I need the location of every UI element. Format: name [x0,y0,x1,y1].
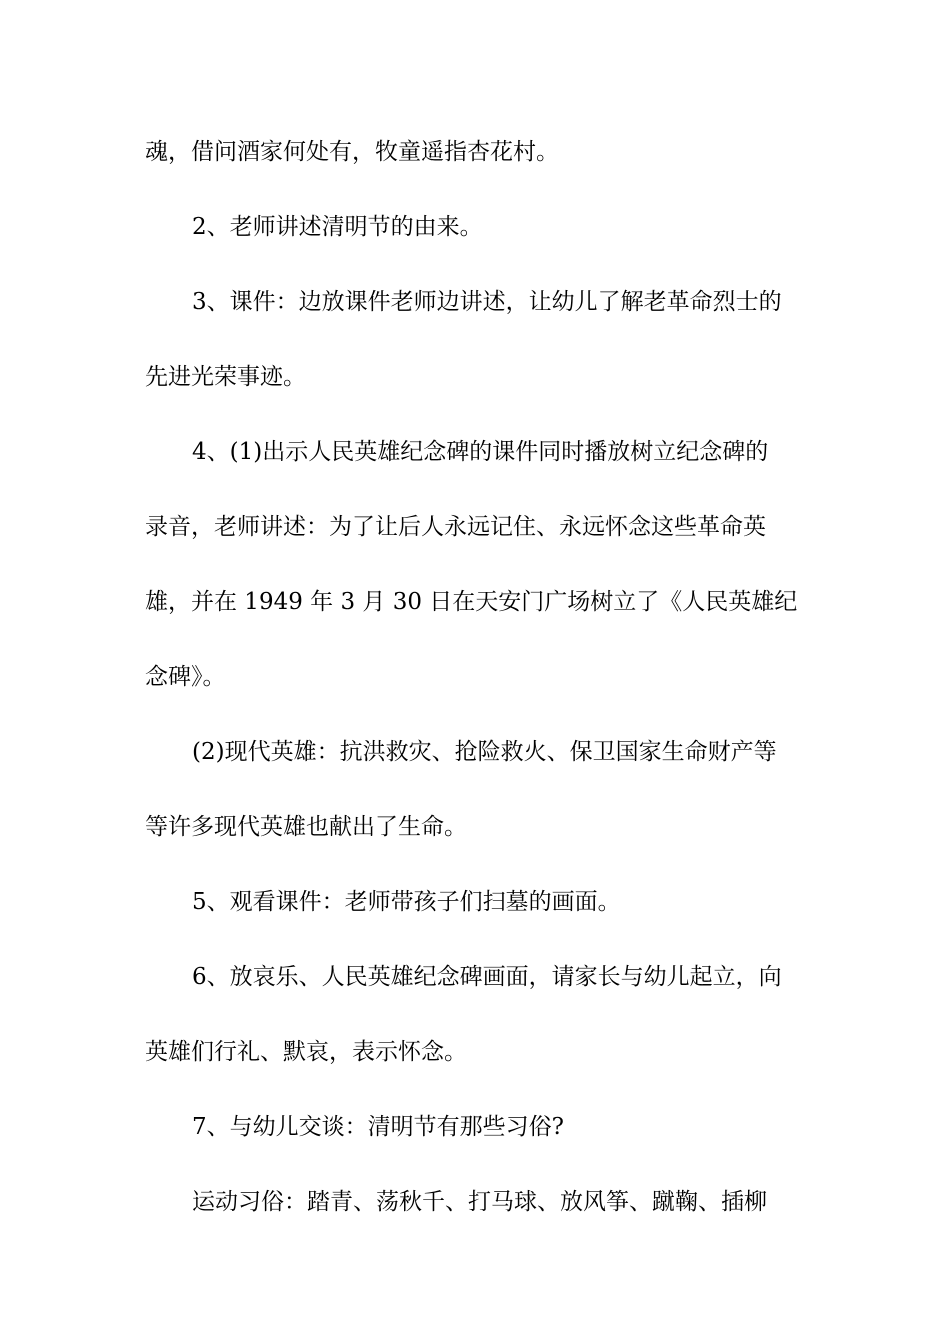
text-line: 3、课件：边放课件老师边讲述，让幼儿了解老革命烈士的 [192,289,782,315]
text-line: 4、(1)出示人民英雄纪念碑的课件同时播放树立纪念碑的 [192,439,769,465]
text-line: 7、与幼儿交谈：清明节有那些习俗? [192,1114,564,1140]
text-line: 英雄们行礼、默哀，表示怀念。 [145,1039,467,1065]
text-line: 运动习俗：踏青、荡秋千、打马球、放风筝、蹴鞠、插柳 [192,1189,767,1215]
text-line: 5、观看课件：老师带孩子们扫墓的画面。 [192,889,621,915]
text-line: 6、放哀乐、人民英雄纪念碑画面，请家长与幼儿起立，向 [192,964,782,990]
text-line: 魂，借问酒家何处有，牧童遥指杏花村。 [145,139,559,165]
text-line: 2、老师讲述清明节的由来。 [192,214,483,240]
text-line: (2)现代英雄：抗洪救灾、抢险救火、保卫国家生命财产等 [192,739,777,765]
text-line: 先进光荣事迹。 [145,364,306,390]
text-line: 录音，老师讲述：为了让后人永远记住、永远怀念这些革命英 [145,514,766,540]
text-line: 等许多现代英雄也献出了生命。 [145,814,467,840]
text-line: 雄，并在 1949 年 3 月 30 日在天安门广场树立了《人民英雄纪 [145,589,798,615]
text-line: 念碑》。 [145,664,226,690]
